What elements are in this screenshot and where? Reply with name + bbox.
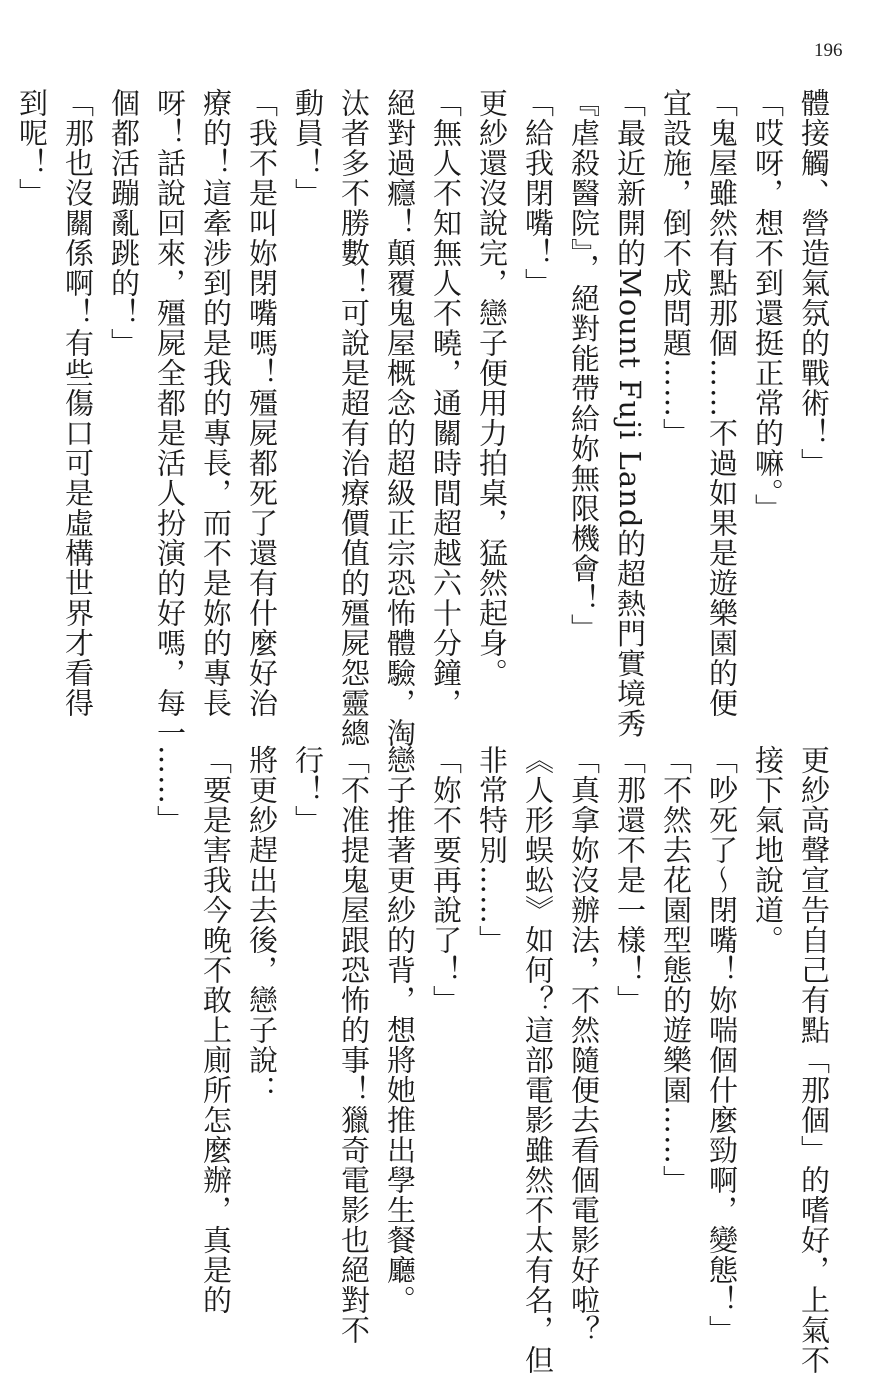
text-line: 體接觸、營造氣氛的戰術！」: [797, 88, 831, 478]
text-line: 「哎呀，想不到還挺正常的嘛。」: [751, 88, 785, 524]
text-line: 個都活蹦亂跳的！」: [107, 88, 141, 358]
text-block-top: [15, 88, 837, 748]
text-line: 戀子推著更紗的背，想將她推出學生餐廳。: [383, 745, 417, 1315]
text-line: 「最近新開的Mount Fuji Land的超熱門實境秀: [613, 88, 647, 739]
text-line: 「給我閉嘴！」: [521, 88, 555, 298]
text-line: 到呢！」: [15, 88, 49, 208]
text-line: 療的！這牽涉到的是我的專長，而不是妳的專長: [199, 88, 233, 718]
text-line: 絕對過癮！顛覆鬼屋概念的超級正宗恐怖體驗，淘: [383, 88, 417, 748]
text-line: 宜設施，倒不成問題……」: [659, 88, 693, 448]
text-line: 「無人不知無人不曉，通關時間超越六十分鐘，: [429, 88, 463, 718]
text-line: 「那還不是一樣！」: [613, 745, 647, 1015]
text-line: 汰者多不勝數！可說是超有治療價值的殭屍怨靈總: [337, 88, 371, 748]
text-line: 「吵死了～閉嘴！妳喘個什麼勁啊，變態！」: [705, 745, 739, 1345]
text-line: 將更紗趕出去後，戀子說：: [245, 745, 279, 1105]
text-line: 「那也沒關係啊！有些傷口可是虛構世界才看得: [61, 88, 95, 718]
text-line: 『虐殺醫院』，絕對能帶給妳無限機會！」: [567, 88, 601, 644]
text-line: 「真拿妳沒辦法，不然隨便去看個電影好啦？: [567, 745, 601, 1345]
text-line: 更紗高聲宣告自己有點「那個」的嗜好，上氣不: [797, 745, 831, 1375]
text-line: 呀！話說回來，殭屍全都是活人扮演的好嗎，每一: [153, 88, 187, 748]
text-line: 《人形蜈蚣》如何？這部電影雖然不太有名，但: [521, 745, 555, 1375]
text-line: 接下氣地說道。: [751, 745, 785, 955]
text-line: 「不准提鬼屋跟恐怖的事！獵奇電影也絕對不: [337, 745, 371, 1345]
text-line: 「要是害我今晚不敢上廁所怎麼辦，真是的: [199, 745, 233, 1315]
text-line: 非常特別……」: [475, 745, 509, 955]
text-line: ……」: [153, 745, 187, 835]
text-line: 「鬼屋雖然有點那個……不過如果是遊樂園的便: [705, 88, 739, 718]
text-block-bottom: [47, 745, 837, 1375]
text-line: 「我不是叫妳閉嘴嗎！殭屍都死了還有什麼好治: [245, 88, 279, 718]
text-line: 動員！」: [291, 88, 325, 208]
text-line: 「妳不要再說了！」: [429, 745, 463, 1015]
text-line: 「不然去花園型態的遊樂園……」: [659, 745, 693, 1195]
text-line: 行！」: [291, 745, 325, 835]
page-number: 196: [814, 40, 843, 61]
text-line: 更紗還沒說完，戀子便用力拍桌，猛然起身。: [475, 88, 509, 688]
